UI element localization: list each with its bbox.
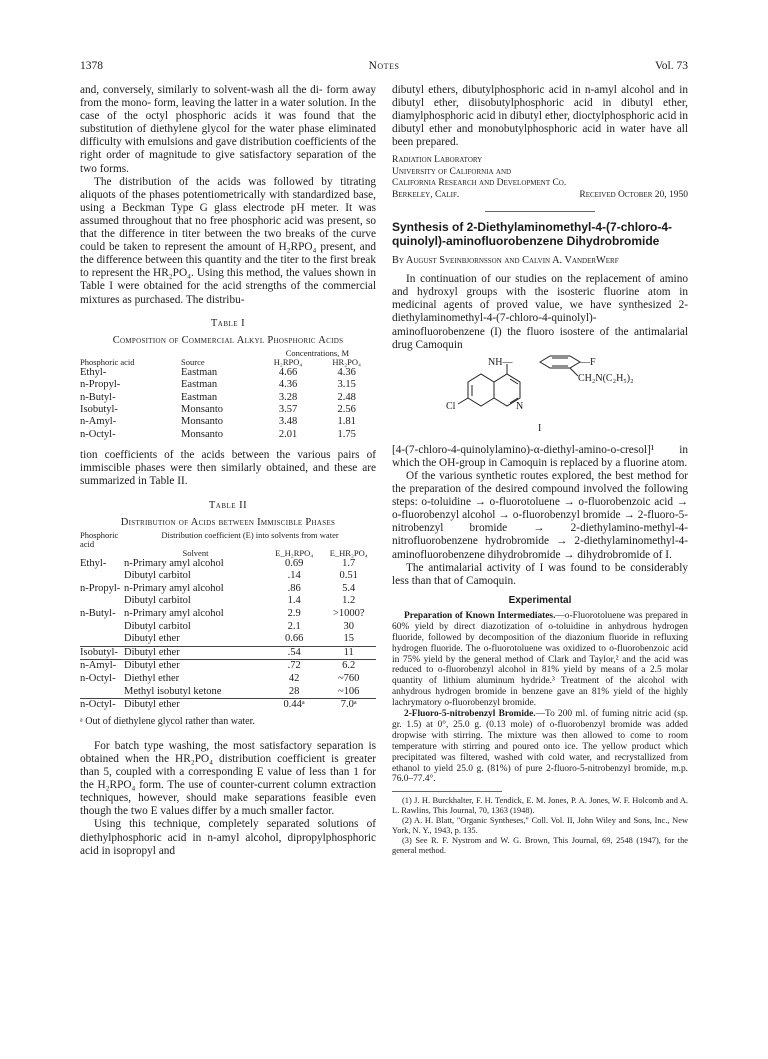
table1-cell-source: Monsanto: [181, 416, 224, 428]
table1-cell-acid: Isobutyl-: [80, 404, 118, 415]
byline: By August Sveinbjornsson and Calvin A. VanderWerf: [392, 255, 619, 267]
table2-col-acid: Phosphoric acid: [80, 529, 119, 549]
table1-cell-h2: 3.28: [278, 391, 298, 403]
paragraph-lead: Preparation of Known Intermediates.: [404, 610, 556, 621]
table2-cell-solvent: n-Primary amyl alcohol: [124, 582, 224, 594]
table1-cell-source: Monsanto: [181, 428, 224, 440]
article-title: Synthesis of 2-Diethylaminomethyl-4-(7-chloro-4-quinolyl)-aminofluorobenzene Dihydrobromide: [392, 220, 673, 249]
structure-f-label: —F: [580, 356, 596, 368]
table2-cell-e1: 2.9: [287, 608, 301, 620]
table2-cell-acid: n-Butyl-: [80, 608, 116, 620]
table1-title: Composition of Commercial Alkyl Phosphoric Acids: [112, 334, 344, 346]
table-row: [80, 367, 376, 379]
affiliation-city: Berkeley, Calif.: [392, 189, 460, 200]
table-row: [80, 633, 376, 646]
affiliation: [392, 155, 688, 201]
section-title: Notes: [368, 60, 400, 72]
table2-cell-e1: .54: [287, 646, 301, 658]
table2-cell-e2: ~760: [338, 673, 360, 685]
page-header: [80, 60, 688, 74]
table2-cell-e2: 1.2: [342, 595, 356, 607]
table2-cell-e2: 15: [343, 633, 354, 645]
table1-cell-hr2: 2.48: [337, 391, 356, 403]
footnotes: [392, 796, 688, 856]
table1-col-acid: Phosphoric acid: [80, 356, 135, 367]
paragraph: For batch type washing, the most satisfactory separation is obtained when the HR₂PO₄ distribution coefficient is greater than 5, coupled with a corresponding E value of less than 1 for the H₂RPO₄ form. The use of counter-current column extraction techniques, however, should make separations feasible even though the two E values differ by a much smaller factor.: [80, 739, 376, 818]
table1-cell-hr2: 2.56: [337, 404, 356, 415]
structure-compound-number: I: [538, 422, 542, 434]
footnote-divider: [392, 791, 502, 792]
table1-col-hr2: HR₂PO₄: [332, 356, 361, 367]
table2-cell-e2: 0.51: [339, 570, 358, 582]
table2-cell-acid: n-Amyl-: [80, 660, 117, 672]
table2-cell-e1: 0.69: [284, 557, 304, 569]
structure-cl-label: Cl: [446, 400, 456, 412]
structure-ch2-label: CH₂N(C₂H₅)₂: [578, 372, 634, 384]
table2-cell-e1: 28: [288, 685, 300, 697]
volume-label: Vol. 73: [654, 60, 688, 72]
table1-cell-h2: 3.48: [278, 416, 298, 428]
divider: [485, 211, 595, 212]
table1-caption: Table I: [210, 317, 246, 329]
table2-cell-e2: 30: [343, 620, 354, 632]
table2-cell-e1: .14: [287, 570, 301, 582]
table2-cell-e2: 11: [343, 646, 354, 658]
table2-cell-e2: 7.0ᵃ: [340, 699, 357, 711]
table-row: [80, 379, 376, 391]
table1-cell-acid: n-Octyl-: [80, 428, 116, 440]
table2-cell-acid: [80, 570, 124, 583]
table1-col-h2: H₂RPO₄: [273, 356, 303, 367]
table-row: [80, 404, 376, 416]
table2: [80, 531, 376, 712]
affiliation-line: [392, 190, 688, 201]
table2-body: [80, 558, 376, 712]
table2-cell-e1: 1.4: [287, 595, 301, 607]
paragraph: and, conversely, similarly to solvent-wash all the di- form away from the mono- form, leaving the latter in a water solution. In the case of the octyl phosphoric acids it was found that the substitution of diethylene glycol for the water phase eliminated difficulty with emulsions and gave distribution coefficients of the right order of magnitude to give satisfactory separation of the two forms.: [80, 84, 376, 175]
page-number: 1378: [80, 60, 103, 72]
table2-cell-solvent: Dibutyl ether: [124, 633, 180, 645]
structure-nh-label: NH—: [488, 356, 513, 368]
table2-cell-e1: 0.44ᵃ: [283, 699, 305, 711]
table2-cell-e1: 0.66: [284, 633, 304, 645]
paragraph: In continuation of our studies on the replacement of amino and hydroxyl groups with the isosteric fluorine atom in medicinal agents of proved value, we have synthesized 2-diethylaminomethyl-4-(7-chloro-4-quinolyl)-aminofluorobenzene (I) the fluoro isostere of the antimalarial drug Camoquin: [392, 273, 688, 351]
table2-cell-solvent: Dibutyl ether: [124, 646, 180, 658]
table1-cell-hr2: 1.81: [337, 416, 356, 428]
table2-cell-acid: n-Propyl-: [80, 582, 121, 594]
table1-cell-acid: n-Propyl-: [80, 379, 121, 391]
table2-cell-e1: 2.1: [287, 620, 301, 632]
table1-cell-source: Eastman: [181, 391, 218, 403]
paragraph: dibutyl ethers, dibutylphosphoric acid in n-amyl alcohol and in dibutyl ether, diisobutylphosphoric acid in dibutyl ether, diamylphosphoric acid in dibutyl ether, dioctylphosphoric acid in dibutyl ether and monobutylphosphoric acid in water have all been prepared.: [392, 84, 688, 149]
table2-cell-e1: .72: [287, 660, 301, 672]
received-date: Received October 20, 1950: [579, 189, 688, 200]
table1: [80, 349, 376, 441]
table2-cell-solvent: Diethyl ether: [124, 673, 180, 685]
table2-cell-solvent: Dibutyl ether: [124, 660, 180, 672]
paragraph-body: —o-Fluorotoluene was prepared in 60% yield by direct diazotization of o-toluidine in anhydrous hydrogen fluoride, followed by decomposition of the diazonium fluoride in refluxing hydrogen fluoride. The o-fluorotoluene was oxidized to o-fluorobenzoic acid in 75% yield by the general method of Clark and Taylor,² and the acid was reduced to o-fluorobenzyl alcohol in 81% yield by means of a 2.5 molar quantity of lithium aluminum hydride.³ Treatment of the alcohol with anhydrous hydrogen bromide in benzene gave an 81% yield of the highly lachrymatory o-fluorobenzyl bromide.: [392, 610, 688, 709]
table2-cell-solvent: Dibutyl ether: [124, 699, 180, 711]
paragraph-body: —To 200 ml. of fuming nitric acid (sp. gr. 1.5) at 0°, 25.0 g. (0.13 mole) of o-fluorobenzyl bromide was added dropwise with stirring. The mixture was then allowed to come to room temperature with stirring and poured onto ice. The yellow product which precipitated was filtered, washed with cold water, and recrystallized from ethanol to yield 25.0 g. (81%) of pure 2-fluoro-5-nitrobenzyl bromide, m.p. 76.0–77.4°.: [392, 709, 688, 785]
affiliation-line: University of California and: [392, 166, 512, 177]
table-row: [80, 686, 376, 699]
footnote: (1) J. H. Burckhalter, F. H. Tendick, E. M. Jones, P. A. Jones, W. F. Holcomb and A. L. Rawlins, This Journal, 70, 1363 (1948).: [392, 796, 688, 816]
table2-cell-acid: n-Octyl-: [80, 673, 116, 685]
table2-cell-e2: ~106: [338, 685, 360, 697]
table1-col-source: Source: [181, 356, 205, 367]
table2-col-e1: E_H₂RPO₄: [275, 547, 314, 558]
table2-col-solvent: Solvent: [182, 547, 209, 558]
table1-cell-acid: n-Butyl-: [80, 391, 116, 403]
table2-cell-e2: 1.7: [342, 557, 356, 569]
table1-cell-hr2: 1.75: [337, 428, 356, 440]
table1-cell-h2: 4.66: [278, 366, 298, 378]
footnote: (2) A. H. Blatt, "Organic Syntheses," Coll. Vol. II, John Wiley and Sons, Inc., New York, N. Y., 1943, p. 135.: [392, 816, 688, 836]
table1-cell-source: Eastman: [181, 379, 218, 391]
table2-cell-acid: [80, 595, 124, 608]
table2-caption: Table II: [208, 499, 248, 511]
table-row: [80, 608, 376, 621]
table2-cell-e2: 5.4: [342, 582, 356, 594]
affiliation-line: Radiation Laboratory: [392, 155, 483, 166]
left-column: [80, 84, 376, 858]
paragraph: [392, 709, 688, 785]
table2-cell-e1: 42: [288, 673, 300, 685]
table1-cell-source: Eastman: [181, 366, 218, 378]
table2-cell-acid: Isobutyl-: [80, 646, 118, 658]
table2-cell-solvent: Methyl isobutyl ketone: [124, 685, 222, 697]
table1-cell-h2: 4.36: [278, 379, 298, 391]
paragraph: Using this technique, completely separated solutions of diethylphosphoric acid in n-amyl alcohol, dipropylphosphoric acid in isopropyl and: [80, 818, 376, 857]
table-row: [80, 570, 376, 583]
table2-cell-acid: n-Octyl-: [80, 699, 116, 711]
table-row: [80, 392, 376, 404]
table2-title: Distribution of Acids between Immiscible Phases: [120, 516, 336, 528]
experimental-section: [392, 611, 688, 786]
table1-cell-hr2: 4.36: [337, 366, 356, 378]
table2-cell-e2: 6.2: [342, 660, 356, 672]
paragraph: The antimalarial activity of I was found to be considerably less than that of Camoquin.: [392, 561, 688, 587]
table-row: [80, 583, 376, 596]
table1-cell-source: Monsanto: [181, 404, 224, 415]
table-row: [80, 558, 376, 571]
chemical-structure: [392, 352, 688, 444]
paragraph: Of the various synthetic routes explored, the best method for the preparation of the desired compound involved the following steps: o-toluidine → o-fluorotoluene → o-fluorobenzoic acid → o-fluorobenzyl alcohol → o-fluorobenzyl bromide → 2-fluoro-5-nitrobenzyl bromide → 2-diethylamino-methyl-4-nitrofluorobenzene hydrobromide → 2-diethylaminomethyl-4-aminofluorobenzene dihydrobromide → dihydrobromide of I.: [392, 469, 688, 561]
paragraph-lead: 2-Fluoro-5-nitrobenzyl Bromide.: [404, 709, 536, 720]
table2-cell-solvent: n-Primary amyl alcohol: [124, 608, 224, 620]
affiliation-line: California Research and Development Co.: [392, 178, 567, 189]
table2-cell-e1: .86: [287, 582, 301, 594]
table-row: [80, 699, 376, 712]
table-row: [80, 621, 376, 634]
table-row: [80, 660, 376, 673]
table1-cell-hr2: 3.15: [337, 379, 356, 391]
table-row: [80, 646, 376, 660]
table2-cell-acid: [80, 686, 124, 699]
table1-cell-h2: 2.01: [278, 428, 298, 440]
table2-cell-acid: Ethyl-: [80, 557, 107, 569]
table2-col-dist: Distribution coefficient (E) into solvents from water: [161, 529, 339, 540]
table2-cell-e2: >1000?: [332, 608, 365, 620]
table2-cell-acid: [80, 633, 124, 646]
table2-cell-solvent: Dibutyl carbitol: [124, 570, 191, 582]
section-heading: Experimental: [508, 594, 572, 606]
right-column: [392, 84, 688, 856]
table1-cell-h2: 3.57: [278, 404, 298, 415]
table2-cell-solvent: Dibutyl carbitol: [124, 620, 191, 632]
paragraph: [392, 611, 688, 709]
table1-body: [80, 367, 376, 441]
table2-cell-solvent: n-Primary amyl alcohol: [124, 557, 224, 569]
structure-n-label: N: [516, 400, 524, 412]
table-row: [80, 673, 376, 686]
table2-footnote: ᵃ Out of diethylene glycol rather than water.: [80, 715, 255, 727]
paragraph: tion coefficients of the acids between the various pairs of immiscible phases were then similarly obtained, and these are summarized in Table II.: [80, 449, 376, 488]
table1-cell-acid: Ethyl-: [80, 366, 107, 378]
table2-cell-acid: [80, 621, 124, 634]
table2-col-e2: E_HR₂PO₄: [329, 547, 368, 558]
table-row: [80, 416, 376, 428]
table2-cell-solvent: Dibutyl carbitol: [124, 595, 191, 607]
table1-conc-header: Concentrations, M: [285, 347, 350, 358]
paragraph: The distribution of the acids was followed by titrating aliquots of the phases potentiometrically with standardized base, using a Beckman Type G glass electrode pH meter. It was assumed throughout that no free phosphoric acid was present, so that the difference in titer between the two breaks of the curve could be taken to represent the amount of H₂RPO₄ present, and the difference between this quantity and the titer to the first break to represent the HR₂PO₄. Using this method, the values shown in Table I were obtained for the acid strengths of the commercial mixtures as purchased. The distribu-: [80, 175, 376, 306]
table1-cell-acid: n-Amyl-: [80, 416, 117, 428]
paragraph: [4-(7-chloro-4-quinolylamino)-α-diethyl-amino-o-cresol]¹ in which the OH-group in Camoquin is replaced by a fluorine atom.: [392, 443, 688, 469]
footnote: (3) See R. F. Nystrom and W. G. Brown, This Journal, 69, 2548 (1947), for the general method.: [392, 836, 688, 856]
table-row: [80, 595, 376, 608]
table-row: [80, 429, 376, 441]
